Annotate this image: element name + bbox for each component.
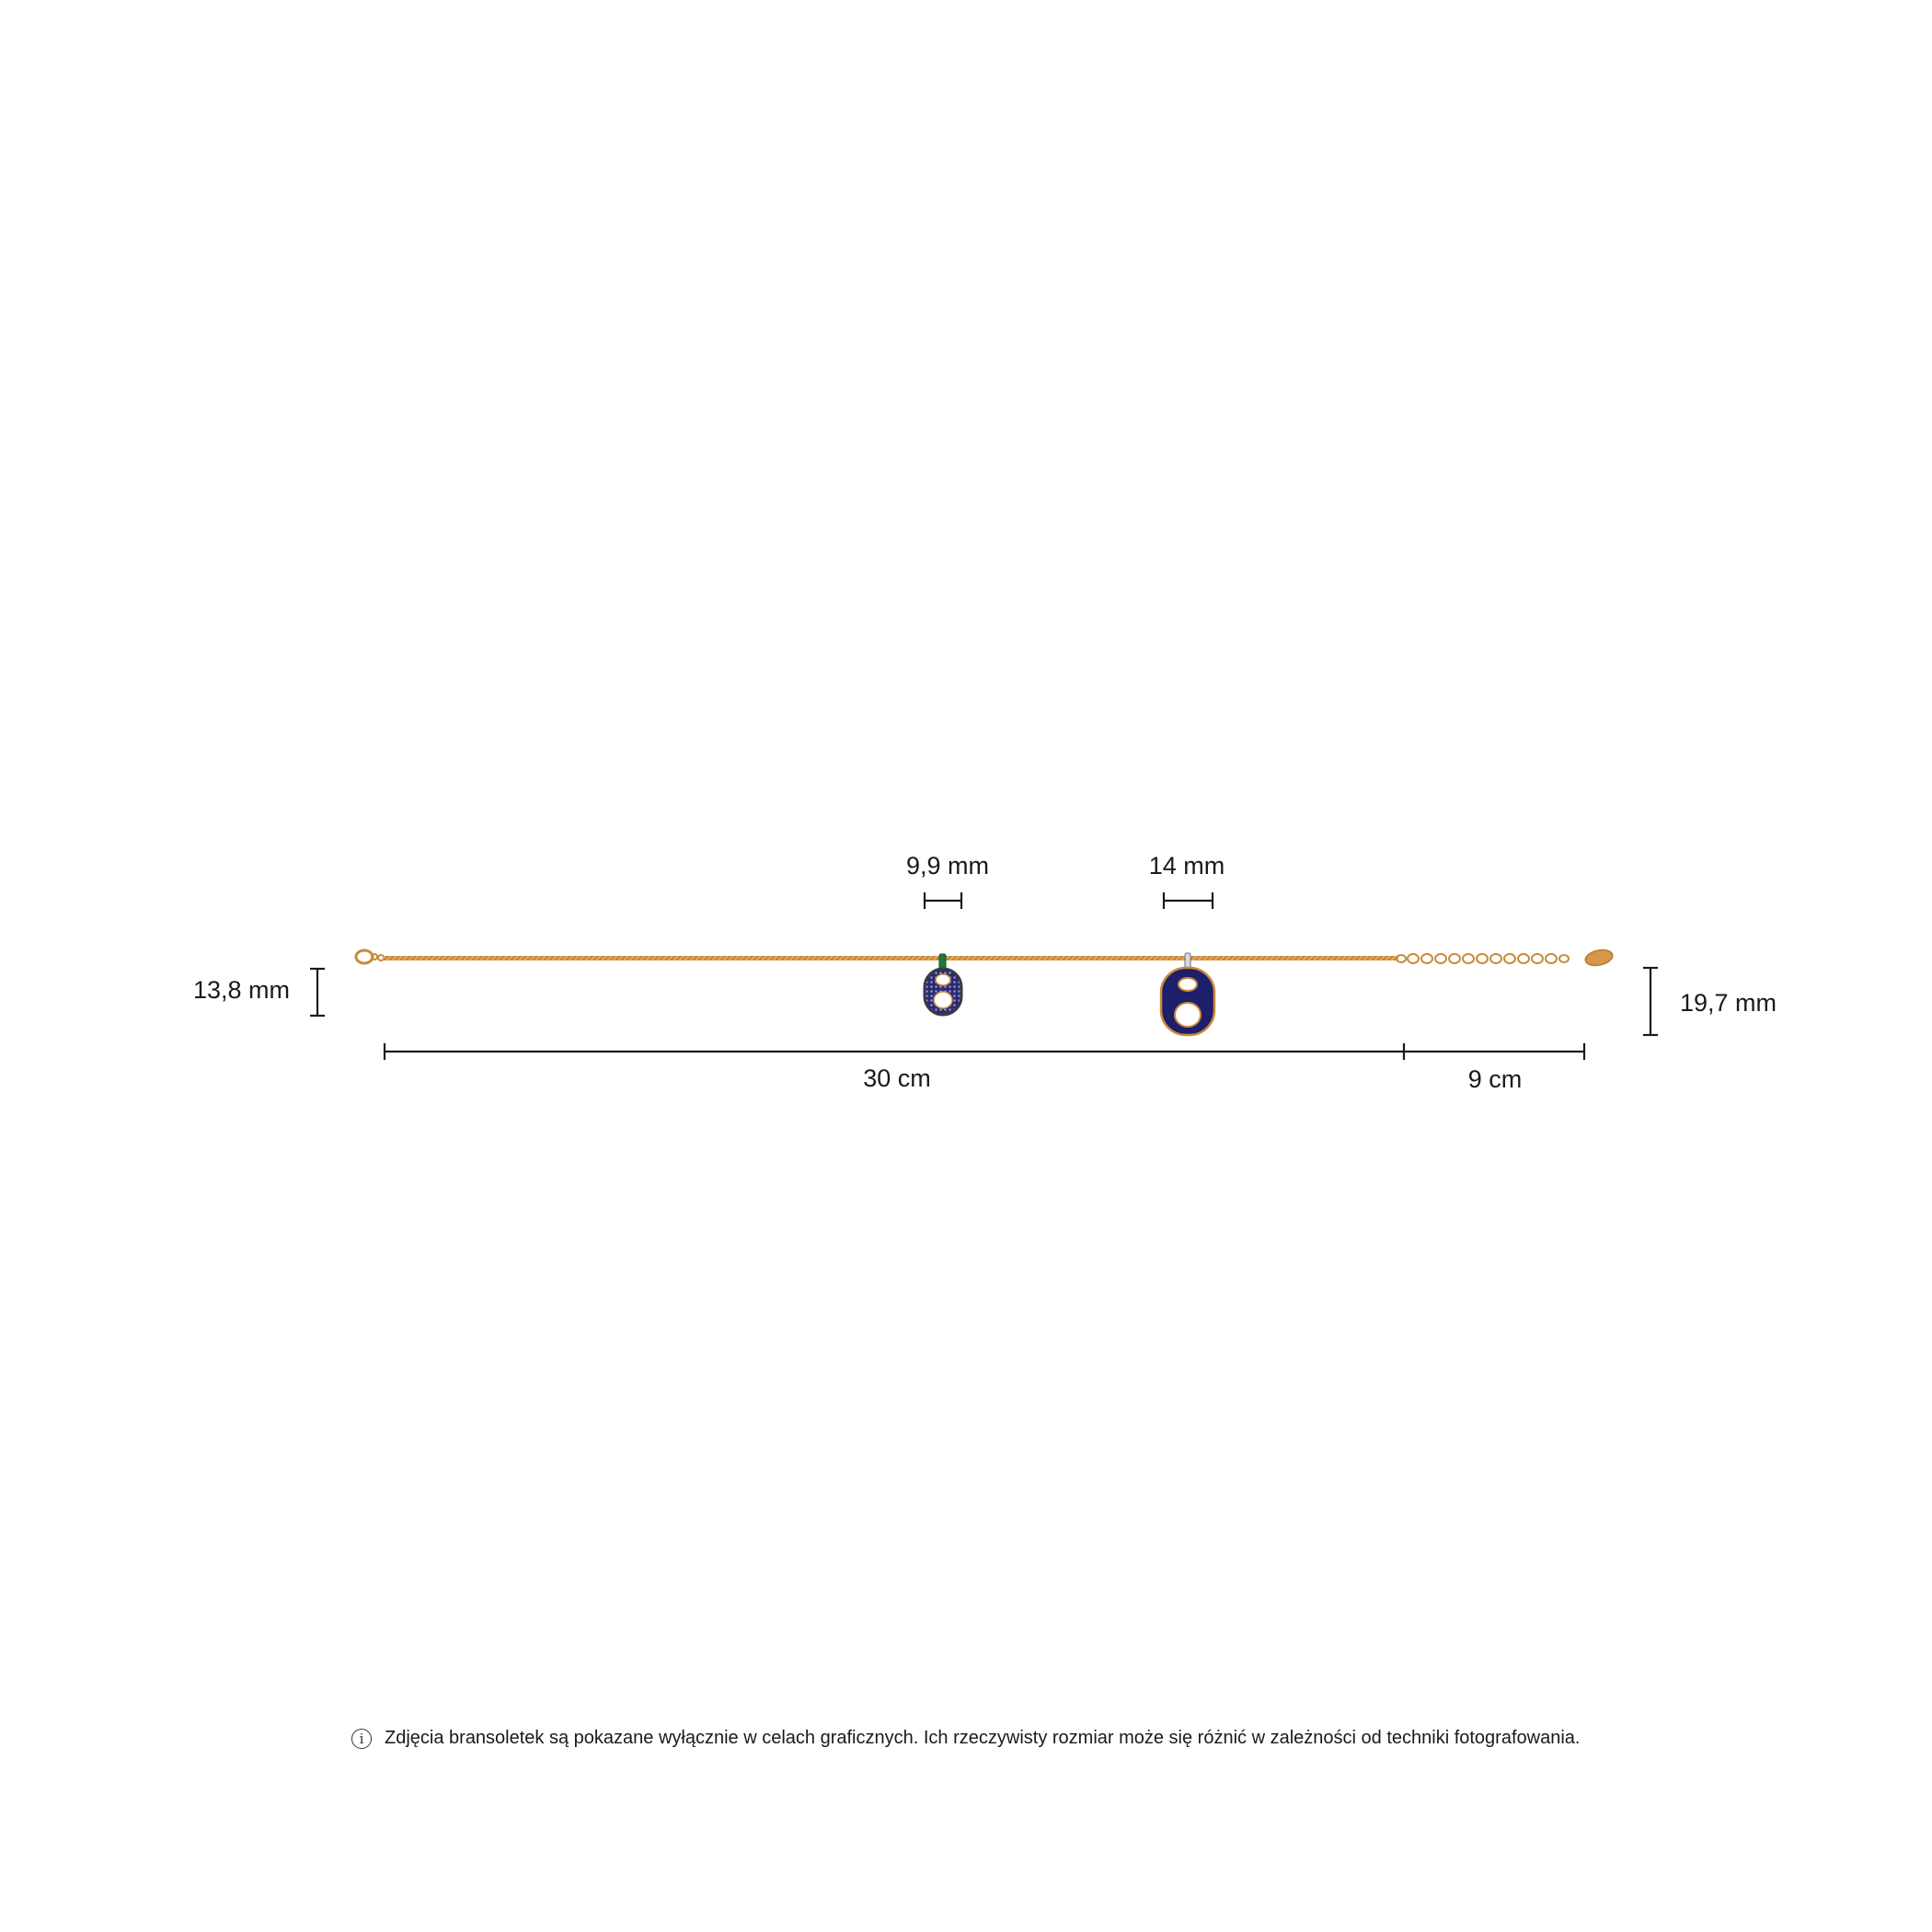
large-pendant-width-label: 14 mm bbox=[1148, 852, 1225, 880]
small-pendant-width-label: 9,9 mm bbox=[905, 852, 990, 880]
small-pendant-height-label: 13,8 mm bbox=[192, 976, 290, 1004]
lobster-clasp bbox=[356, 950, 384, 963]
extender-chain bbox=[1397, 954, 1569, 963]
chain-length-label: 30 cm bbox=[863, 1064, 931, 1092]
large-pendant bbox=[1161, 953, 1214, 1035]
large-pendant-height-line bbox=[1643, 968, 1658, 1035]
small-pendant-width-line bbox=[925, 892, 961, 909]
dimension-lines bbox=[310, 892, 1658, 1060]
chain-end-tag bbox=[1584, 948, 1615, 968]
disclaimer bbox=[351, 1728, 1580, 1749]
small-pendant bbox=[925, 954, 961, 1015]
large-pendant-height-label: 19,7 mm bbox=[1680, 989, 1777, 1017]
large-pendant-width-line bbox=[1164, 892, 1213, 909]
disclaimer-text: Zdjęcia bransoletek są pokazane wyłącznie w celach graficznych. Ich rzeczywisty rozmiar może się różnić w zależności od techniki fotografowania. bbox=[385, 1728, 1581, 1748]
length-line bbox=[385, 1043, 1584, 1060]
extender-length-label: 9 cm bbox=[1467, 1065, 1523, 1093]
main-chain bbox=[383, 956, 1398, 960]
small-pendant-height-line bbox=[310, 969, 325, 1016]
info-icon: i bbox=[351, 1729, 372, 1749]
bracelet bbox=[356, 948, 1614, 1035]
